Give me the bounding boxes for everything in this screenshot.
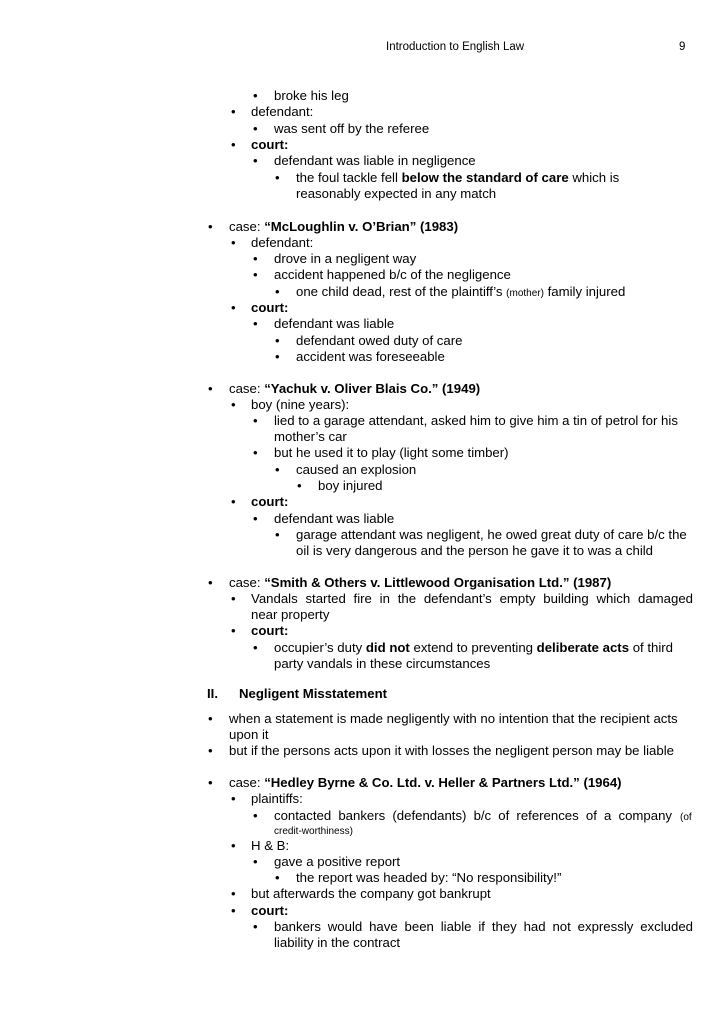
bullet: • bbox=[231, 886, 236, 901]
case-heading: case: “Smith & Others v. Littlewood Organisation Ltd.” (1987) bbox=[229, 575, 612, 590]
list-item: defendant was liable bbox=[274, 511, 395, 526]
bullet: • bbox=[231, 494, 236, 509]
list-item: defendant owed duty of care bbox=[296, 333, 463, 348]
bullet: • bbox=[253, 445, 258, 460]
bullet: • bbox=[253, 413, 258, 428]
list-item: bankers would have been liable if they had not expressly excluded bbox=[274, 919, 693, 934]
bullet: • bbox=[253, 267, 258, 282]
court-label: court: bbox=[251, 903, 289, 918]
list-item-continuation: credit-worthiness) bbox=[274, 826, 353, 837]
bullet: • bbox=[231, 300, 236, 315]
bullet: • bbox=[253, 919, 258, 934]
bullet: • bbox=[275, 170, 280, 185]
list-item-aside: (of bbox=[680, 812, 692, 823]
list-item: but afterwards the company got bankrupt bbox=[251, 886, 491, 901]
section-title: Negligent Misstatement bbox=[239, 686, 388, 701]
bullet: • bbox=[231, 397, 236, 412]
list-item: accident was foreseeable bbox=[296, 349, 445, 364]
bullet: • bbox=[231, 235, 236, 250]
bullet: • bbox=[253, 251, 258, 266]
bullet: • bbox=[208, 743, 213, 758]
list-item: garage attendant was negligent, he owed great duty of care b/c the bbox=[296, 527, 687, 542]
bullet: • bbox=[208, 575, 213, 590]
bullet: • bbox=[253, 854, 258, 869]
list-item: plaintiffs: bbox=[251, 791, 303, 806]
list-item-continuation: reasonably expected in any match bbox=[296, 186, 497, 201]
bullet: • bbox=[253, 511, 258, 526]
list-item: defendant: bbox=[251, 104, 314, 119]
bullet: • bbox=[231, 903, 236, 918]
bullet: • bbox=[231, 104, 236, 119]
case-heading: case: “Hedley Byrne & Co. Ltd. v. Heller & Partners Ltd.” (1964) bbox=[229, 775, 622, 790]
bullet: • bbox=[208, 775, 213, 790]
case-heading: case: “Yachuk v. Oliver Blais Co.” (1949) bbox=[229, 381, 481, 396]
bullet: • bbox=[253, 153, 258, 168]
bullet: • bbox=[275, 349, 280, 364]
list-item: broke his leg bbox=[274, 88, 349, 103]
list-item-continuation: party vandals in these circumstances bbox=[274, 656, 491, 671]
running-header-title: Introduction to English Law bbox=[386, 41, 525, 53]
list-item: when a statement is made negligently with no intention that the recipient acts bbox=[229, 711, 678, 726]
list-item-continuation: oil is very dangerous and the person he gave it to was a child bbox=[296, 543, 654, 558]
list-item: boy (nine years): bbox=[251, 397, 350, 412]
bullet: • bbox=[275, 870, 280, 885]
bullet: • bbox=[275, 527, 280, 542]
bullet: • bbox=[253, 316, 258, 331]
list-item: gave a positive report bbox=[274, 854, 401, 869]
case-heading: case: “McLoughlin v. O’Brian” (1983) bbox=[229, 219, 459, 234]
bullet: • bbox=[208, 219, 213, 234]
court-label: court: bbox=[251, 494, 289, 509]
list-item: contacted bankers (defendants) b/c of references of a company bbox=[274, 808, 672, 823]
list-item: one child dead, rest of the plaintiff’s (mother) family injured bbox=[296, 284, 626, 299]
bullet: • bbox=[253, 808, 258, 823]
list-item: defendant was liable bbox=[274, 316, 395, 331]
list-item: lied to a garage attendant, asked him to give him a tin of petrol for his bbox=[274, 413, 678, 428]
list-item-continuation: upon it bbox=[229, 727, 269, 742]
bullet: • bbox=[297, 478, 302, 493]
bullet: • bbox=[275, 284, 280, 299]
court-label: court: bbox=[251, 623, 289, 638]
list-item: boy injured bbox=[318, 478, 383, 493]
list-item: but if the persons acts upon it with losses the negligent person may be liable bbox=[229, 743, 674, 758]
bullet: • bbox=[275, 462, 280, 477]
list-item: was sent off by the referee bbox=[274, 121, 430, 136]
list-item: the foul tackle fell below the standard of care which is bbox=[296, 170, 620, 185]
list-item: H & B: bbox=[251, 838, 290, 853]
bullet: • bbox=[231, 838, 236, 853]
list-item: defendant was liable in negligence bbox=[274, 153, 476, 168]
list-item: caused an explosion bbox=[296, 462, 417, 477]
bullet: • bbox=[231, 137, 236, 152]
court-label: court: bbox=[251, 300, 289, 315]
list-item: accident happened b/c of the negligence bbox=[274, 267, 511, 282]
bullet: • bbox=[253, 640, 258, 655]
list-item: Vandals started fire in the defendant’s empty building which damaged bbox=[251, 591, 693, 606]
bullet: • bbox=[208, 381, 213, 396]
bullet: • bbox=[253, 121, 258, 136]
bullet: • bbox=[231, 623, 236, 638]
bullet: • bbox=[275, 333, 280, 348]
page-number: 9 bbox=[679, 41, 686, 53]
bullet: • bbox=[231, 591, 236, 606]
bullet: • bbox=[231, 791, 236, 806]
list-item: defendant: bbox=[251, 235, 314, 250]
list-item: the report was headed by: “No responsibility!” bbox=[296, 870, 562, 885]
bullet: • bbox=[253, 88, 258, 103]
list-item-continuation: near property bbox=[251, 607, 330, 622]
section-numeral: II. bbox=[207, 686, 218, 701]
list-item: occupier’s duty did not extend to preventing deliberate acts of third bbox=[274, 640, 674, 655]
list-item-continuation: mother’s car bbox=[274, 429, 347, 444]
bullet: • bbox=[208, 711, 213, 726]
list-item-continuation: liability in the contract bbox=[274, 935, 401, 950]
list-item: drove in a negligent way bbox=[274, 251, 417, 266]
list-item: but he used it to play (light some timber) bbox=[274, 445, 509, 460]
court-label: court: bbox=[251, 137, 289, 152]
